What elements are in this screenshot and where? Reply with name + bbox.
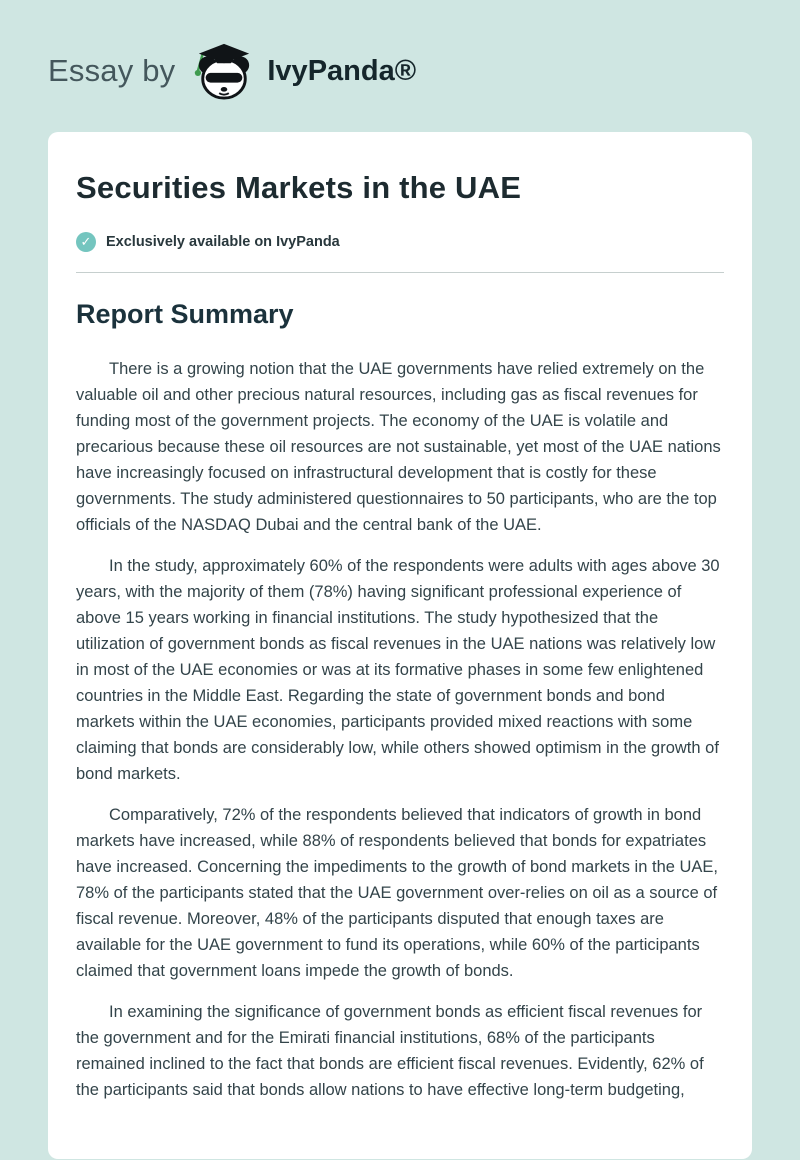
brand-name: IvyPanda® (267, 54, 417, 87)
essay-title: Securities Markets in the UAE (76, 170, 522, 205)
availability-label: Exclusively available on IvyPanda (106, 234, 340, 250)
divider (76, 272, 724, 273)
section-heading: Report Summary (76, 299, 294, 329)
essay-by-label: Essay by (48, 53, 176, 88)
page-header (0, 0, 800, 100)
paragraph-1: There is a growing notion that the UAE governments have relied extremely on the valuable oil and other precious natural resources, including gas as fiscal revenues for funding most of the government projects. The economy of the UAE is volatile and precarious because these oil resources are not sustainable, yet most of the UAE nations have increasingly focused on infrastructural development that is costly for these governments. The study administered questionnaires to 50 participants, who are the top officials of the NASDAQ Dubai and the central bank of the UAE. (76, 360, 721, 534)
availability-row (76, 232, 724, 252)
ivypanda-panda-logo-icon (193, 42, 255, 100)
essay-card (48, 132, 752, 1159)
check-icon: ✓ (76, 232, 96, 252)
paragraph-2: In the study, approximately 60% of the respondents were adults with ages above 30 years, with the majority of them (78%) having significant professional experience of above 15 years working in financial institutions. The study hypothesized that the utilization of government bonds as fiscal revenues in the UAE nations was relatively low in most of the UAE economies or was at its formative phases in some few enlightened countries in the Middle East. Regarding the state of government bonds and bond markets within the UAE economies, participants provided mixed reactions with some claiming that bonds are considerably low, while others showed optimism in the growth of bond markets. (76, 557, 720, 783)
paragraph-3: Comparatively, 72% of the respondents believed that indicators of growth in bond markets have increased, while 88% of respondents believed that bonds for expatriates have increased. Concerning the impediments to the growth of bond markets in the UAE, 78% of the participants stated that the UAE government over-relies on oil as a source of fiscal revenue. Moreover, 48% of the participants disputed that enough taxes are available for the UAE government to fund its operations, while 60% of the participants claimed that government loans impede the growth of bonds. (76, 806, 719, 980)
essay-body (76, 356, 724, 1103)
paragraph-4: In examining the significance of government bonds as efficient fiscal revenues for the government and for the Emirati financial institutions, 68% of the participants remained inclined to the fact that bonds are efficient fiscal revenues. Evidently, 62% of the participants said that bonds allow nations to have effective long-term budgeting, (76, 1003, 704, 1099)
